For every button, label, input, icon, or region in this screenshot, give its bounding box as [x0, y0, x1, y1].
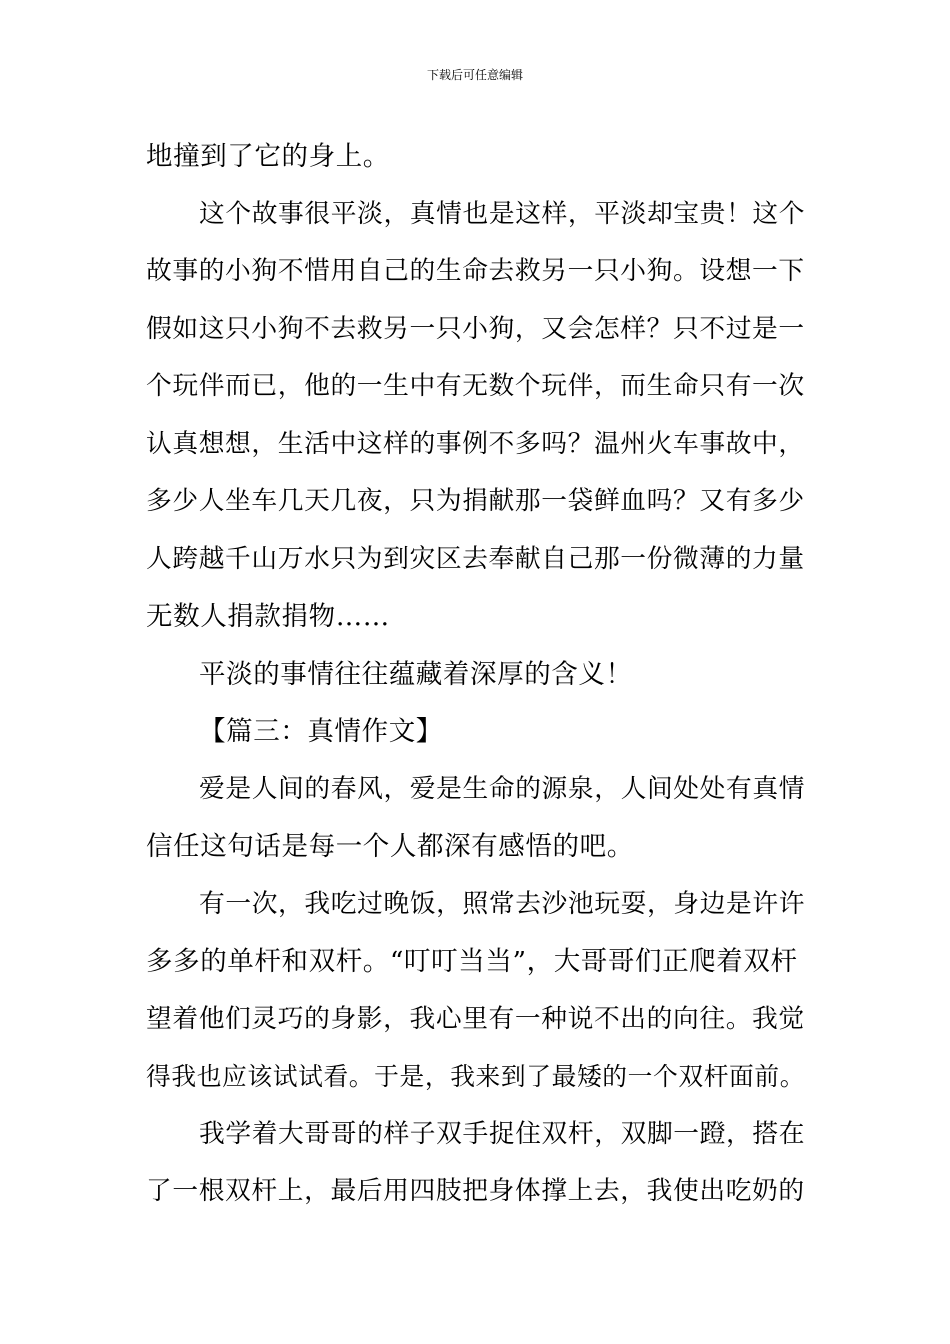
text-line: 望着他们灵巧的身影，我心里有一种说不出的向往。我觉: [146, 1003, 805, 1034]
text-line: 了一根双杆上，最后用四肢把身体撑上去，我使出吃奶的: [146, 1176, 805, 1206]
page-header: 下载后可任意编辑: [426, 68, 523, 82]
text-line: 人跨越千山万水只为到灾区去奉献自己那一份微薄的力量: [146, 543, 805, 574]
text-line: 信任这句话是每一个人都深有感悟的吧。: [146, 831, 634, 862]
text-line: 地撞到了它的身上。: [146, 141, 390, 172]
text-line: 个玩伴而已，他的一生中有无数个玩伴，而生命只有一次: [146, 371, 805, 401]
text-line: 这个故事很平淡，真情也是这样，平淡却宝贵！这个: [199, 198, 806, 229]
document-body: [146, 128, 806, 1221]
text-line: 多多的单杆和双杆。“叮叮当当”，大哥哥们正爬着双杆: [146, 946, 798, 977]
section-heading: 【篇三：真情作文】: [199, 716, 443, 747]
text-line: 得我也应该试试看。于是，我来到了最矮的一个双杆面前。: [146, 1062, 806, 1091]
text-line: 认真想想，生活中这样的事例不多吗？温州火车事故中，: [146, 428, 805, 459]
text-line: 爱是人间的春风，爱是生命的源泉，人间处处有真情: [199, 773, 806, 804]
text-line: 有一次，我吃过晚饭，照常去沙池玩耍，身边是许许: [199, 888, 806, 919]
text-line: 假如这只小狗不去救另一只小狗，又会怎样？只不过是一: [146, 313, 805, 344]
text-line: 我学着大哥哥的样子双手捉住双杆，双脚一蹬，搭在: [199, 1118, 806, 1149]
text-line: 无数人捐款捐物……: [146, 601, 390, 632]
text-line: 平淡的事情往往蕴藏着深厚的含义！: [199, 658, 633, 690]
text-line: 多少人坐车几天几夜，只为捐献那一袋鲜血吗？又有多少: [146, 486, 805, 516]
text-line: 故事的小狗不惜用自己的生命去救另一只小狗。设想一下: [146, 256, 805, 286]
